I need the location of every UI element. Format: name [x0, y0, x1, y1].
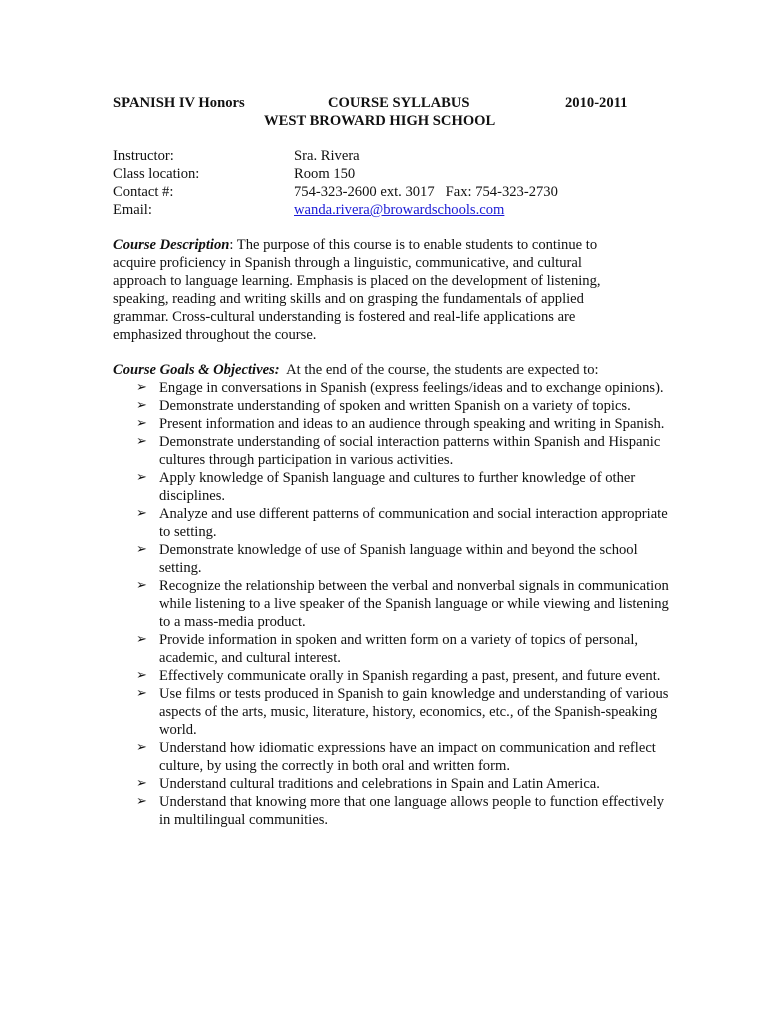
location-row [113, 165, 673, 183]
school-year: 2010-2011 [565, 95, 628, 111]
goal-text: Understand how idiomatic expressions have an impact on communication and reflect culture, by using the correctly in both oral and written form. [159, 740, 656, 774]
arrowhead-bullet-icon: ➢ [136, 686, 147, 701]
location-value: Room 150 [294, 166, 356, 182]
contact-label: Contact #: [113, 184, 174, 200]
goal-text: Understand cultural traditions and celebrations in Spain and Latin America. [159, 776, 600, 792]
arrowhead-bullet-icon: ➢ [136, 398, 147, 413]
list-item [113, 469, 669, 505]
goal-text: Recognize the relationship between the verbal and nonverbal signals in communication while listening to a live speaker of the Spanish language or while viewing and listening to a mass-media product. [159, 578, 669, 630]
course-goals [113, 361, 673, 829]
email-row [113, 201, 673, 219]
arrowhead-bullet-icon: ➢ [136, 776, 147, 791]
course-description [113, 236, 633, 344]
description-text: : The purpose of this course is to enable students to continue to acquire proficiency in Spanish through a linguistic, communicative, and cultural approach to language learning. Emphasis is placed on the development of listening, speaking, reading and writing skills and on grasping the fundamentals of applied grammar. Cross-cultural understanding is fostered and real-life applications are emphasized throughout the course. [113, 237, 601, 343]
list-item [113, 397, 669, 415]
arrowhead-bullet-icon: ➢ [136, 740, 147, 755]
arrowhead-bullet-icon: ➢ [136, 632, 147, 647]
goals-heading: Course Goals & Objectives: [113, 362, 280, 378]
arrowhead-bullet-icon: ➢ [136, 794, 147, 809]
list-item [113, 577, 669, 631]
goal-text: Demonstrate understanding of spoken and written Spanish on a variety of topics. [159, 398, 631, 414]
list-item [113, 667, 669, 685]
list-item [113, 739, 669, 775]
goal-text: Analyze and use different patterns of communication and social interaction appropriate to setting. [159, 506, 668, 540]
arrowhead-bullet-icon: ➢ [136, 542, 147, 557]
instructor-value: Sra. Rivera [294, 148, 360, 164]
document-header [113, 94, 653, 134]
list-item [113, 379, 669, 397]
list-item [113, 505, 669, 541]
goal-text: Engage in conversations in Spanish (express feelings/ideas and to exchange opinions). [159, 380, 664, 396]
goal-text: Provide information in spoken and written form on a variety of topics of personal, academic, and cultural interest. [159, 632, 639, 666]
email-link[interactable]: wanda.rivera@browardschools.com [294, 202, 505, 218]
goal-text: Understand that knowing more that one language allows people to function effectively in multilingual communities. [159, 794, 665, 828]
goals-intro-line [113, 361, 673, 379]
list-item [113, 415, 669, 433]
arrowhead-bullet-icon: ➢ [136, 668, 147, 683]
email-label: Email: [113, 202, 152, 218]
list-item [113, 631, 669, 667]
description-heading: Course Description [113, 237, 230, 253]
arrowhead-bullet-icon: ➢ [136, 380, 147, 395]
list-item [113, 793, 669, 829]
instructor-info [113, 147, 673, 219]
contact-row [113, 183, 673, 201]
list-item [113, 541, 669, 577]
goal-text: Effectively communicate orally in Spanish regarding a past, present, and future event. [159, 668, 661, 684]
list-item [113, 433, 669, 469]
arrowhead-bullet-icon: ➢ [136, 434, 147, 449]
instructor-row [113, 147, 673, 165]
goal-text: Demonstrate knowledge of use of Spanish language within and beyond the school setting. [159, 542, 638, 576]
goal-text: Demonstrate understanding of social interaction patterns within Spanish and Hispanic cultures through participation in various activities. [159, 434, 661, 468]
goals-intro: At the end of the course, the students are expected to: [279, 362, 599, 378]
location-label: Class location: [113, 166, 200, 182]
instructor-label: Instructor: [113, 148, 174, 164]
arrowhead-bullet-icon: ➢ [136, 578, 147, 593]
goal-text: Apply knowledge of Spanish language and cultures to further knowledge of other disciplines. [159, 470, 636, 504]
contact-value: 754-323-2600 ext. 3017 Fax: 754-323-2730 [294, 184, 558, 200]
arrowhead-bullet-icon: ➢ [136, 506, 147, 521]
goal-text: Present information and ideas to an audience through speaking and writing in Spanish. [159, 416, 665, 432]
list-item [113, 685, 669, 739]
school-name: WEST BROWARD HIGH SCHOOL [264, 113, 496, 129]
document-title: COURSE SYLLABUS [328, 95, 470, 111]
arrowhead-bullet-icon: ➢ [136, 470, 147, 485]
arrowhead-bullet-icon: ➢ [136, 416, 147, 431]
goals-list [113, 379, 673, 829]
list-item [113, 775, 669, 793]
course-name: SPANISH IV Honors [113, 95, 245, 111]
goal-text: Use films or tests produced in Spanish to gain knowledge and understanding of various aspects of the arts, music, literature, history, economics, etc., of the Spanish-speaking world. [159, 686, 669, 738]
